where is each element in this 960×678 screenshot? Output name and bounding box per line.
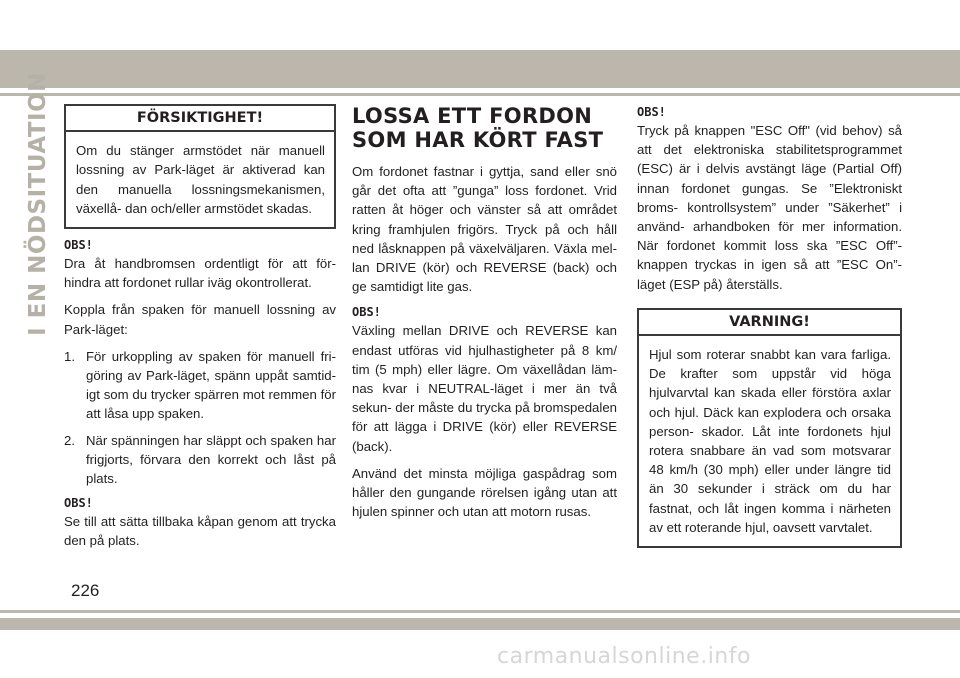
footer-rule bbox=[0, 610, 960, 613]
list-item-number: 2. bbox=[64, 432, 75, 448]
warning-title: VARNING! bbox=[639, 310, 900, 336]
note-label: OBS! bbox=[637, 105, 666, 119]
list-item-text: För urkoppling av spaken för manuell fri- göring av Park-läget, spänn uppåt samtid- igt som du trycker spärren mot remmen för att låsa upp spaken. bbox=[86, 348, 336, 422]
list-item-number: 1. bbox=[64, 348, 75, 364]
watermark-text: carmanualsonline.info bbox=[497, 644, 751, 669]
note-text: Se till att sätta tillbaka kåpan genom att trycka den på plats. bbox=[64, 514, 336, 549]
warning-text: Hjul som roterar snabbt kan vara farliga. De krafter som uppstår vid höga hjulvarvtal kan skada eller förstöra axlar och hjul. Däck kan explodera och orsaka person- skador. Låt inte fordonets hjul rotera snabbare än vad som motsvarar 48 km/h (30 mph) eller under längre tid än 30 sekunder i sträck om du har fastnat, och låt ingen komma i närheten av ett roterande hjul, oavsett varvtalet. bbox=[649, 347, 891, 535]
paragraph: Om fordonet fastnar i gyttja, sand eller snö går det ofta att ”gunga” loss fordonet. Vrid ratten åt höger och vänster så att området kring framhjulen frigörs. Tryck på och håll ned låsknappen på växelväljaren. Växla mel- lan DRIVE (kör) och REVERSE (back) och ge samtidigt lite gas. bbox=[352, 164, 617, 295]
paragraph: Använd det minsta möjliga gaspådrag som håller den gungande rörelsen igång utan att hjulen spinner och utan att motorn rusas. bbox=[352, 465, 617, 520]
paragraph: Koppla från spaken för manuell lossning av Park-läget: bbox=[64, 302, 336, 337]
caution-title: FÖRSIKTIGHET! bbox=[66, 106, 334, 132]
page-number: 226 bbox=[71, 581, 100, 600]
warning-box bbox=[637, 308, 902, 548]
footer-band bbox=[0, 618, 960, 630]
note-label: OBS! bbox=[64, 496, 93, 511]
column-middle bbox=[352, 104, 617, 521]
section-side-tab bbox=[20, 72, 56, 336]
caution-box bbox=[64, 104, 336, 229]
note-text: Växling mellan DRIVE och REVERSE kan endast utföras vid hjulhastigheter på 8 km/ tim (5 mph) eller lägre. Om växellådan läm- nas kvar i NEUTRAL-läget i mer än två sekun- der måste du trycka på bromspedalen för att lägga i DRIVE (kör) eller REVERSE (back). bbox=[352, 323, 617, 454]
column-left bbox=[64, 104, 336, 551]
note-text: Dra åt handbromsen ordentligt för att för- hindra att fordonet rullar iväg okontrollerat. bbox=[64, 256, 336, 291]
section-heading: LOSSA ETT FORDON SOM HAR KÖRT FAST bbox=[352, 104, 604, 152]
header-rule bbox=[0, 93, 960, 96]
column-right bbox=[637, 104, 902, 548]
list-item bbox=[64, 347, 336, 424]
note-label: OBS! bbox=[64, 238, 93, 253]
caution-text: Om du stänger armstödet när manuell lossning av Park-läget är aktiverad kan den manuella lossningsmekanismen, växellå- dan och/eller armstödet skadas. bbox=[76, 143, 325, 216]
note-label: OBS! bbox=[352, 305, 381, 320]
note-text: Tryck på knappen "ESC Off" (vid behov) så att det elektroniska stabilitetsprogrammet (ESC) är i delvis avstängt läge (Partial Off) innan fordonet gungas. Se ”Elektroniskt broms- kontrollsystem” under ”Säkerhet” i använd- arhandboken för mer information. När fordonet kommit loss ska ”ESC Off”-knappen tryckas in igen så att ”ESC On”-läget (ESP på) återställs. bbox=[637, 123, 902, 292]
list-item-text: När spänningen har släppt och spaken har frigjorts, förvara den korrekt och låst på plats. bbox=[86, 432, 336, 487]
steps-list bbox=[64, 347, 336, 488]
header-band bbox=[0, 50, 960, 88]
section-side-tab-label: I EN NÖDSITUATION bbox=[25, 72, 51, 336]
list-item bbox=[64, 431, 336, 489]
